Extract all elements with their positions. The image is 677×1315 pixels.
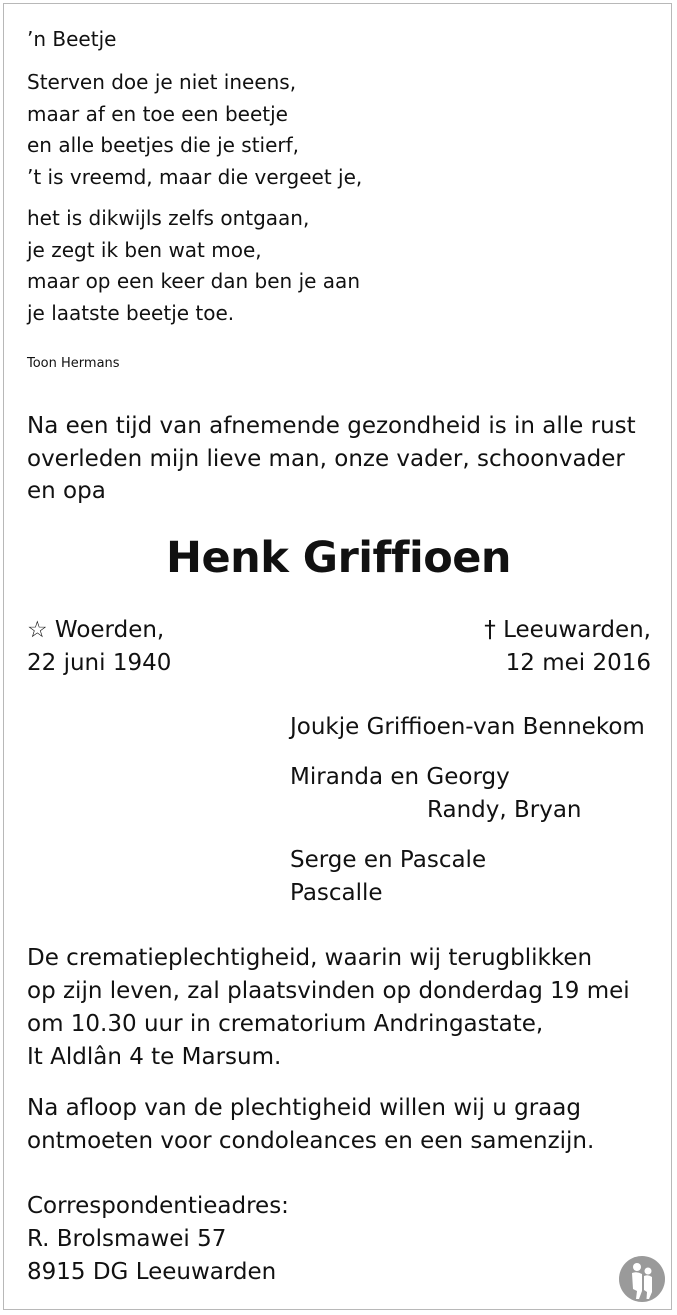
intro-text xyxy=(27,410,636,508)
poem-line: het is dikwijls zelfs ontgaan, xyxy=(27,206,310,230)
poem-stanza-1 xyxy=(27,67,362,193)
address-city: 8915 DG Leeuwarden xyxy=(27,1259,277,1285)
ceremony-line: om 10.30 uur in crematorium Andringastate, xyxy=(27,1011,544,1037)
ceremony-line: De crematieplechtigheid, waarin wij terugblikken xyxy=(27,945,593,971)
birth-info xyxy=(27,614,171,680)
intro-line: en opa xyxy=(27,478,106,504)
ceremony-line: It Aldlân 4 te Marsum. xyxy=(27,1044,282,1070)
address-street: R. Brolsmawei 57 xyxy=(27,1226,227,1252)
address-heading: Correspondentieadres: xyxy=(27,1193,289,1219)
poem-line: ’t is vreemd, maar die vergeet je, xyxy=(27,164,363,189)
condolences-line: Na afloop van de plechtigheid willen wij u graag xyxy=(27,1095,581,1121)
family-grandchildren-2: Pascalle xyxy=(290,880,383,906)
family-child-1: Miranda en Georgy xyxy=(290,764,510,790)
poem-line: je zegt ik ben wat moe, xyxy=(27,237,262,262)
birth-date: 22 juni 1940 xyxy=(27,650,172,676)
poem-line: en alle beetjes die je stierf, xyxy=(27,133,300,157)
condolences-text xyxy=(27,1092,594,1158)
family-spouse: Joukje Griffioen-van Bennekom xyxy=(290,714,645,740)
death-info xyxy=(484,614,651,680)
intro-line: overleden mijn lieve man, onze vader, schoonvader xyxy=(27,445,625,472)
poem-title: ’n Beetje xyxy=(27,27,117,51)
poem-line: maar af en toe een beetje xyxy=(27,101,288,126)
death-place: † Leeuwarden, xyxy=(484,617,651,643)
intro-line: Na een tijd van afnemende gezondheid is in alle rust xyxy=(27,413,636,439)
poem-line: Sterven doe je niet ineens, xyxy=(27,70,297,94)
family-grandchildren-1: Randy, Bryan xyxy=(427,797,582,823)
mourners-logo-icon xyxy=(618,1255,666,1303)
poem-line: maar op een keer dan ben je aan xyxy=(27,269,360,293)
correspondence-address xyxy=(27,1190,289,1289)
ceremony-line: op zijn leven, zal plaatsvinden op donderdag 19 mei xyxy=(27,978,630,1004)
condolences-line: ontmoeten voor condoleances en een samenzijn. xyxy=(27,1128,595,1154)
poem-line: je laatste beetje toe. xyxy=(27,300,235,325)
birth-place: ☆ Woerden, xyxy=(27,617,165,643)
poem-author: Toon Hermans xyxy=(27,356,120,371)
poem-stanza-2 xyxy=(27,203,360,329)
deceased-name: Henk Griffioen xyxy=(165,533,512,583)
ceremony-text xyxy=(27,942,630,1074)
death-date: 12 mei 2016 xyxy=(505,650,651,676)
family-child-2: Serge en Pascale xyxy=(290,847,487,873)
